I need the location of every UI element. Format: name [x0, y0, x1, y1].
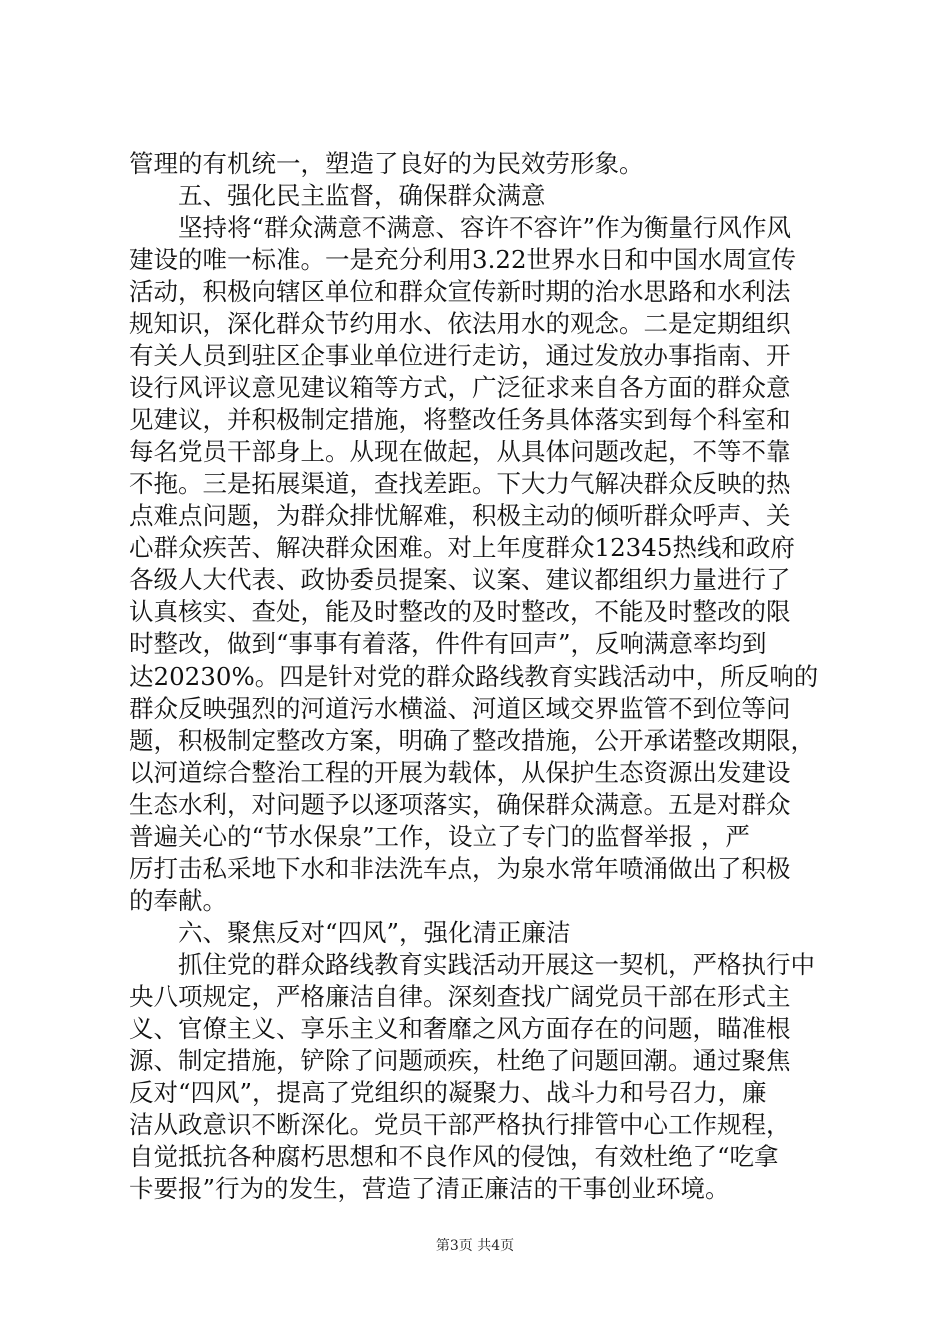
text-line: 厉打击私采地下水和非法洗车点，为泉水常年喷涌做出了积极: [129, 854, 791, 883]
text-line: 群众反映强烈的河道污水横溢、河道区域交界监管不到位等问: [129, 694, 791, 723]
text-line: 生态水利，对问题予以逐项落实，确保群众满意。五是对群众: [129, 790, 791, 819]
text-line: 活动，积极向辖区单位和群众宣传新时期的治水思路和水利法: [129, 277, 791, 306]
text-line: 认真核实、查处，能及时整改的及时整改，不能及时整改的限: [129, 597, 791, 626]
text-line: 坚持将“群众满意不满意、容许不容许”作为衡量行风作风: [178, 213, 792, 242]
text-line: 洁从政意识不断深化。党员干部严格执行排管中心工作规程，: [129, 1110, 791, 1139]
text-line: 的奉献。: [129, 886, 227, 915]
text-line: 题，积极制定整改方案，明确了整改措施，公开承诺整改期限，: [129, 726, 815, 755]
section-heading: 五、强化民主监督，确保群众满意: [178, 181, 546, 210]
text-line: 卡要报”行为的发生，营造了清正廉洁的干事创业环境。: [129, 1174, 730, 1203]
text-line: 时整改，做到“事事有着落，件件有回声”，反响满意率均到: [129, 629, 767, 658]
text-line: 央八项规定，严格廉洁自律。深刻查找广阔党员干部在形式主: [129, 982, 791, 1011]
text-line: 设行风评议意见建议箱等方式，广泛征求来自各方面的群众意: [129, 373, 791, 402]
text-line: 义、官僚主义、享乐主义和奢靡之风方面存在的问题，瞄准根: [129, 1014, 791, 1043]
text-line: 建设的唯一标准。一是充分利用3.22世界水日和中国水周宣传: [129, 245, 797, 274]
text-line: 心群众疾苦、解决群众困难。对上年度群众12345热线和政府: [129, 533, 795, 562]
text-line: 见建议，并积极制定措施，将整改任务具体落实到每个科室和: [129, 405, 791, 434]
page-number-footer: 第3页 共4页: [435, 1238, 515, 1254]
text-line: 以河道综合整治工程的开展为载体，从保护生态资源出发建设: [129, 758, 791, 787]
text-line: 自觉抵抗各种腐朽思想和不良作风的侵蚀，有效杜绝了“吃拿: [129, 1142, 779, 1171]
text-line: 反对“四风”，提高了党组织的凝聚力、战斗力和号召力，廉: [129, 1078, 767, 1107]
text-line: 普遍关心的“节水保泉”工作，设立了专门的监督举报 ，严: [129, 822, 750, 851]
text-line: 有关人员到驻区企事业单位进行走访，通过发放办事指南、开: [129, 341, 791, 370]
text-line: 源、制定措施，铲除了问题顽疾，杜绝了问题回潮。通过聚焦: [129, 1046, 791, 1075]
text-line: 达20230%。四是针对党的群众路线教育实践活动中，所反响的: [129, 662, 819, 691]
text-line: 不拖。三是拓展渠道，查找差距。下大力气解决群众反映的热: [129, 469, 791, 498]
text-line: 规知识，深化群众节约用水、依法用水的观念。二是定期组织: [129, 309, 791, 338]
section-heading: 六、聚焦反对“四风”，强化清正廉洁: [178, 918, 571, 947]
text-line: 点难点问题，为群众排忧解难，积极主动的倾听群众呼声、关: [129, 501, 791, 530]
text-line: 每名党员干部身上。从现在做起，从具体问题改起，不等不靠: [129, 437, 791, 466]
text-line: 各级人大代表、政协委员提案、议案、建议都组织力量进行了: [129, 565, 791, 594]
text-line: 管理的有机统一，塑造了良好的为民效劳形象。: [129, 149, 644, 178]
text-line: 抓住党的群众路线教育实践活动开展这一契机，严格执行中: [178, 950, 815, 979]
